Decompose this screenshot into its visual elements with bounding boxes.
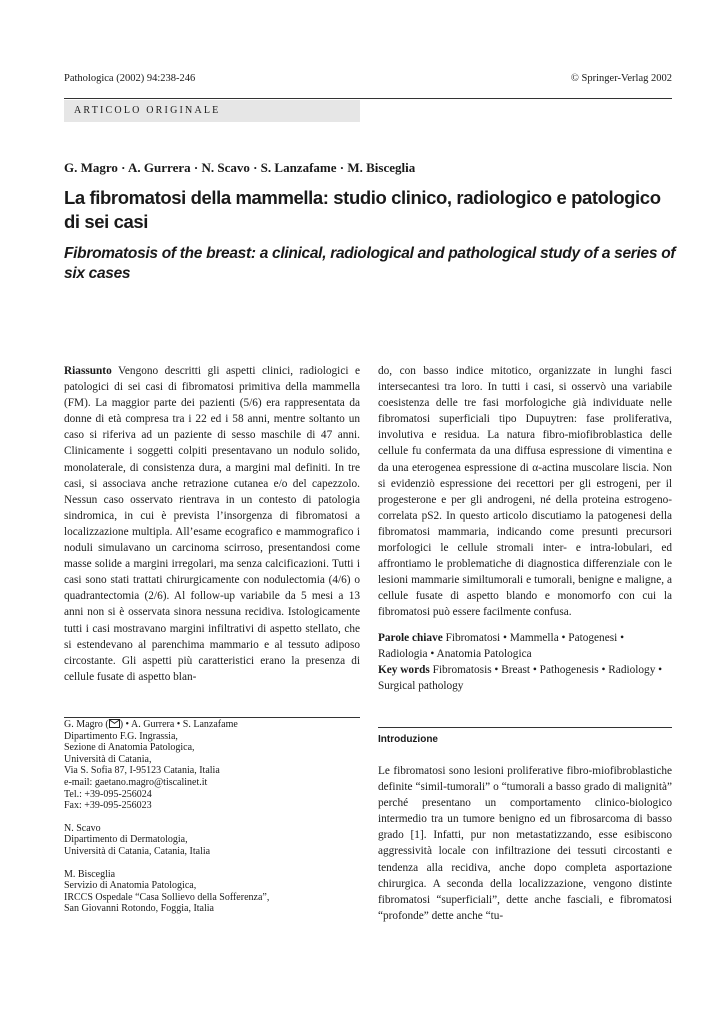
title-english: Fibromatosis of the breast: a clinical, radiological and pathological study of a series of six cases [64, 245, 676, 282]
affiliation-line: Sezione di Anatomia Patologica, [64, 742, 195, 754]
affiliation-line: Servizio di Anatomia Patologica, [64, 880, 197, 892]
copyright: © Springer-Verlag 2002 [570, 73, 672, 84]
corresponding-author: G. Magro ( [64, 719, 109, 730]
affiliation-line: Dipartimento di Dermatologia, [64, 834, 188, 846]
affiliation-line: N. Scavo [64, 822, 101, 834]
introduction-text: Le fibromatosi sono lesioni proliferative fibro-miofibroblastiche definite “simil-tumorali” o “tumorali a basso grado di malignità” perché presentano un comportamento clinico-biologico intermedio tra un tumore benigno ed un fibrosarcoma di basso grado [1]. Infatti, pur non metastatizzando, esse esibiscono aggressività locale con infiltrazione dei tessuti circostanti e tendenza alla recidiva, anche dopo completa asportazione chirurgica. A seconda della localizzazione, vengono distinte fibromatosi “superficiali”, dette anche fasciali, e fibromatosi “profonde” dette anche “tu- [378, 765, 672, 922]
keywords-english-label: Key words [378, 664, 430, 677]
journal-reference: Pathologica (2002) 94:238-246 [64, 73, 196, 84]
author-list: G. Magro · A. Gurrera · N. Scavo · S. Lanzafame · M. Bisceglia [64, 160, 416, 175]
abstract-right-column [378, 363, 672, 621]
affiliation-line: Università di Catania, Catania, Italia [64, 845, 211, 857]
intro-rule [378, 727, 672, 728]
keywords-english-text: Fibromatosis • Breast • Pathogenesis • Radiology • Surgical pathology [378, 664, 663, 693]
keywords-italian [378, 630, 672, 662]
abstract-text-left: Vengono descritti gli aspetti clinici, radiologici e patologici di sei casi di fibromatosi primitiva della mammella (FM). La maggior parte dei pazienti (5/6) era rappresentata da donne di età compresa tra i 22 ed i 58 anni, mentre soltanto un caso si riferiva ad un paziente di sesso maschile di 47 anni. Clinicamente i soggetti colpiti presentavano un nodulo solido, monolaterale, di consistenza dura, a margini mal definiti. In tre casi, si associava anche retrazione cutanea e/o del capezzolo. Nessun caso osservato rientrava in un contesto di patologia sindromica, in cui è prevista l’insorgenza di fibromatosi a localizzazione multipla. All’esame ecografico e mammografico i noduli simulavano un carcinoma scirroso, presentandosi come masse solide a margini irregolari, ma senza calcificazioni. Tutti i casi sono stati trattati chirurgicamente con nodulectomia (4/6) o quadrantectomia (2/6). Al follow-up variabile da 5 mesi a 13 anni non si è osservata sinora nessuna recidiva. Istologicamente tutti i casi mostravano margini infiltrativi di aspetto stellato, che si estendevano al parenchima mammario e al tessuto adiposo circostante. Gli aspetti più caratteristici erano la presenza di cellule fusate di aspetto blan- [64, 365, 360, 683]
abstract-label: Riassunto [64, 365, 112, 377]
title-italian: La fibromatosi della mammella: studio clinico, radiologico e patologico di sei casi [64, 187, 661, 232]
envelope-icon [109, 719, 120, 728]
phone-line: Tel.: +39-095-256024 [64, 788, 152, 800]
section-heading-introduction: Introduzione [378, 734, 438, 745]
affiliation-block-2 [64, 823, 360, 858]
co-authors: ) • A. Gurrera • S. Lanzafame [119, 719, 238, 730]
abstract-left-column [64, 363, 360, 685]
header-rule [64, 98, 672, 99]
affiliation-line: Via S. Sofia 87, I-95123 Catania, Italia [64, 765, 220, 777]
affiliation-line: Dipartimento F.G. Ingrassia, [64, 730, 178, 742]
email-line: e-mail: gaetano.magro@tiscalinet.it [64, 776, 208, 788]
affiliation-block-3 [64, 869, 360, 915]
keywords-english [378, 662, 672, 694]
keywords-italian-label: Parole chiave [378, 632, 443, 644]
keywords-block [378, 630, 672, 694]
affiliation-line: San Giovanni Rotondo, Foggia, Italia [64, 903, 214, 915]
fax-line: Fax: +39-095-256023 [64, 800, 152, 812]
affiliation-block-1 [64, 719, 360, 812]
keywords-italian-text: Fibromatosi • Mammella • Patogenesi • Radiologia • Anatomia Patologica [378, 632, 625, 661]
article-type-banner: ARTICOLO ORIGINALE [64, 100, 360, 122]
affiliation-line: Università di Catania, [64, 753, 152, 765]
affiliation-rule [64, 717, 360, 718]
affiliation-line: IRCCS Ospedale “Casa Sollievo della Sofferenza”, [64, 891, 270, 903]
abstract-text-right: do, con basso indice mitotico, organizzate in lunghi fasci intersecantesi tra loro. In tutti i casi, si osservò una variabile coesistenza delle tre fasi morfologiche già individuate nelle fibromatosi superficiali tipo Dupuytren: fase proliferativa, involutiva e residua. La natura fibro-miofibroblastica delle cellule fu confermata da una diffusa espressione di vimentina e da una eterogenea espressione di α-actina muscolare liscia. Non si evidenziò espressione dei recettori per gli estrogeni, per il progesterone e per gli androgeni, né della proteina estrogeno-correlata pS2. In questo articolo discutiamo la patogenesi della fibromatosi mammaria, indicando come presunti precursori morfologici le cellule stromali inter- e intra-lobulari, ed affrontiamo le problematiche di diagnostica differenziale con le lesioni mammarie similtumorali e tumorali, benigne e maligne, a cellule fusate di aspetto blando e monomorfo con cui la fibromatosi può essere facilmente confusa. [378, 365, 672, 619]
affiliation-line: M. Bisceglia [64, 868, 116, 880]
affiliations [64, 719, 360, 926]
